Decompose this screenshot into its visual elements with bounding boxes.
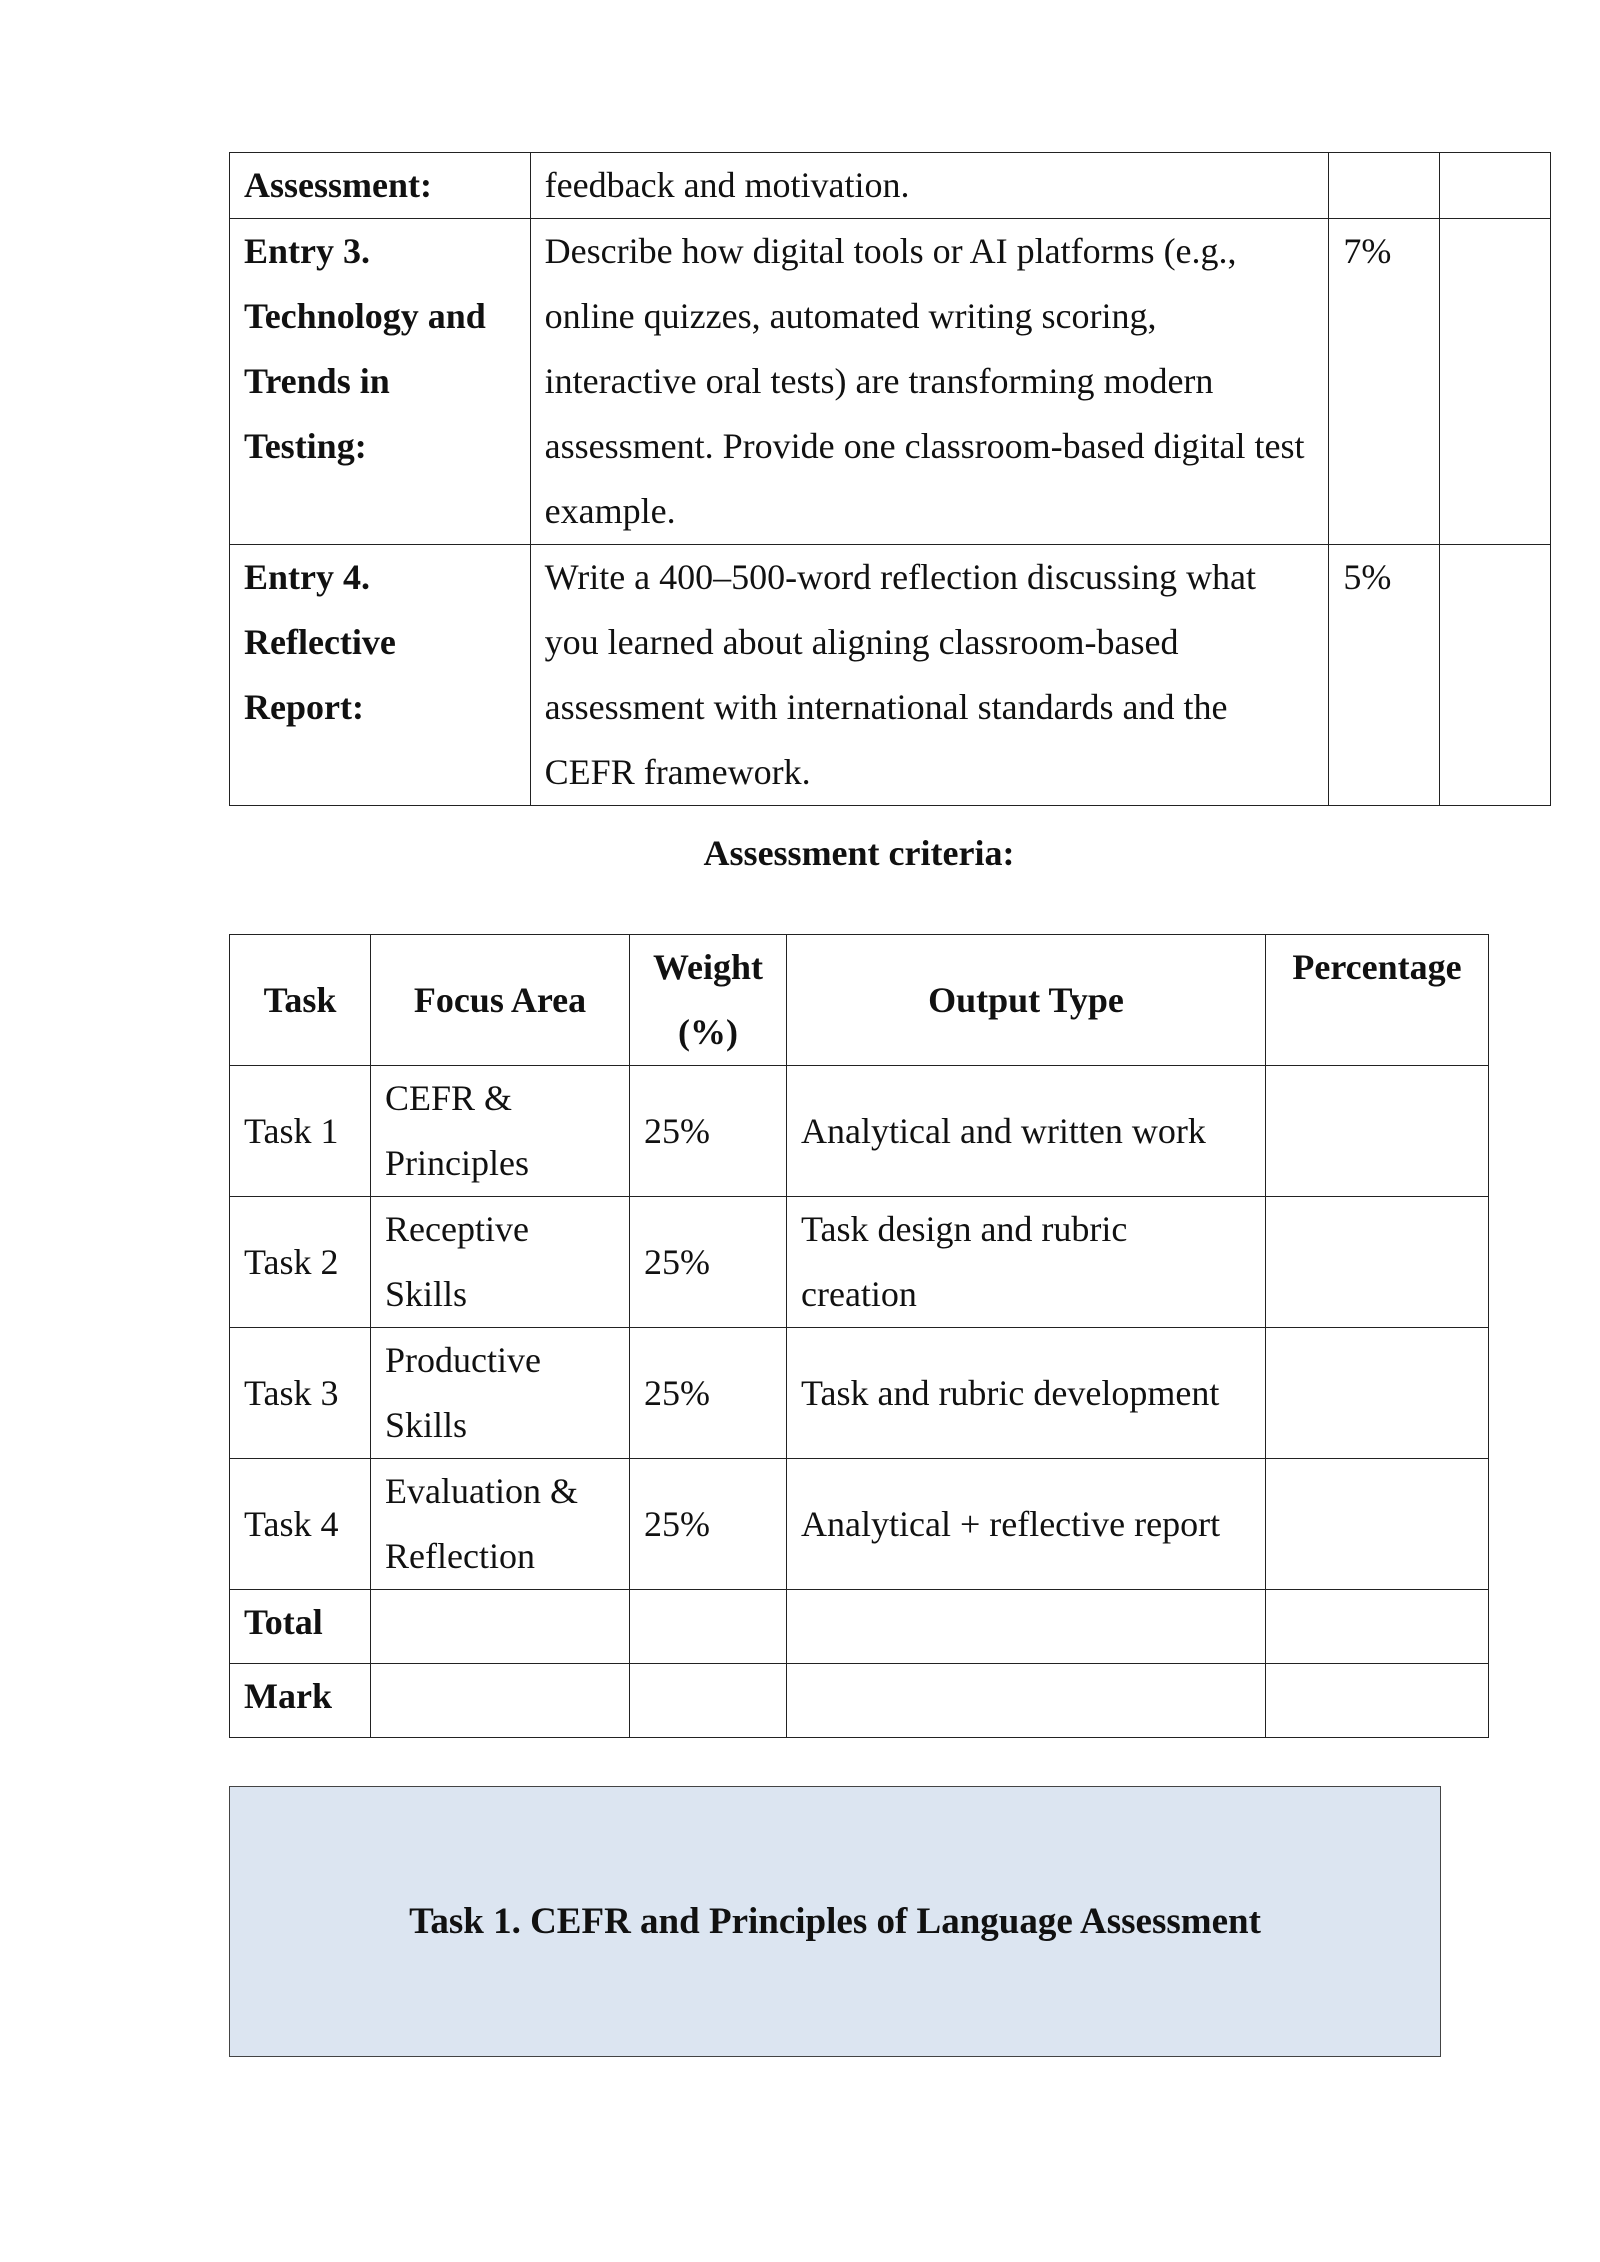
entry-label-line: Trends in [244,361,390,401]
task-cell: Task 1 [230,1066,371,1197]
entries-table [229,152,1551,806]
entry-row-4 [230,545,1551,806]
focus-cell: Productive Skills [371,1328,630,1459]
percentage-cell [1266,1066,1489,1197]
focus-cell: CEFR & Principles [371,1066,630,1197]
criteria-row [230,1328,1489,1459]
criteria-heading: Assessment criteria: [703,833,1015,873]
criteria-row [230,1459,1489,1590]
entry-extra [1440,219,1551,545]
total-row [230,1590,1489,1664]
entry-row-assessment [230,153,1551,219]
total-label: Total [230,1590,371,1664]
output-cell: Analytical + reflective report [787,1459,1266,1590]
empty-cell [787,1590,1266,1664]
entry-weight: 5% [1329,545,1440,806]
empty-cell [630,1590,787,1664]
entry-weight [1329,153,1440,219]
weight-cell: 25% [630,1459,787,1590]
criteria-row [230,1066,1489,1197]
entry-label-line: Reflective [244,622,396,662]
empty-cell [371,1664,630,1738]
criteria-table [229,934,1489,1738]
entry-description: feedback and motivation. [530,153,1329,219]
focus-cell: Evaluation & Reflection [371,1459,630,1590]
col-header-focus: Focus Area [371,935,630,1066]
empty-cell [787,1664,1266,1738]
empty-cell [630,1664,787,1738]
mark-row [230,1664,1489,1738]
percentage-cell [1266,1328,1489,1459]
criteria-row [230,1197,1489,1328]
weight-cell: 25% [630,1197,787,1328]
focus-cell: Receptive Skills [371,1197,630,1328]
output-cell: Task and rubric development [787,1328,1266,1459]
entry-label [230,545,531,806]
entry-extra [1440,545,1551,806]
entry-row-3 [230,219,1551,545]
weight-cell: 25% [630,1328,787,1459]
col-header-weight: Weight (%) [630,935,787,1066]
empty-cell [1266,1590,1489,1664]
col-header-output: Output Type [787,935,1266,1066]
entry-label-line: Report: [244,687,364,727]
entry-weight: 7% [1329,219,1440,545]
weight-cell: 25% [630,1066,787,1197]
col-header-task: Task [230,935,371,1066]
empty-cell [1266,1664,1489,1738]
entry-label-line: Entry 3. [244,231,370,271]
task-cell: Task 2 [230,1197,371,1328]
entry-label-line: Testing: [244,426,367,466]
empty-cell [371,1590,630,1664]
entry-description: Write a 400–500-word reflection discussing what you learned about aligning classroom-based assessment with international standards and the CEFR framework. [530,545,1329,806]
col-header-percentage: Percentage [1266,935,1489,1066]
entry-description: Describe how digital tools or AI platforms (e.g., online quizzes, automated writing scoring, interactive oral tests) are transforming modern assessment. Provide one classroom-based digital test example. [530,219,1329,545]
entry-label: Assessment: [230,153,531,219]
mark-label: Mark [230,1664,371,1738]
entry-label [230,219,531,545]
entry-label-line: Technology and [244,296,486,336]
task-banner-title: Task 1. CEFR and Principles of Language Assessment [409,1901,1261,1942]
entry-label-line: Entry 4. [244,557,370,597]
percentage-cell [1266,1197,1489,1328]
task-cell: Task 4 [230,1459,371,1590]
criteria-header-row [230,935,1489,1066]
entry-extra [1440,153,1551,219]
task-cell: Task 3 [230,1328,371,1459]
output-cell: Analytical and written work [787,1066,1266,1197]
task-banner [229,1786,1441,2057]
output-cell: Task design and rubric creation [787,1197,1266,1328]
percentage-cell [1266,1459,1489,1590]
